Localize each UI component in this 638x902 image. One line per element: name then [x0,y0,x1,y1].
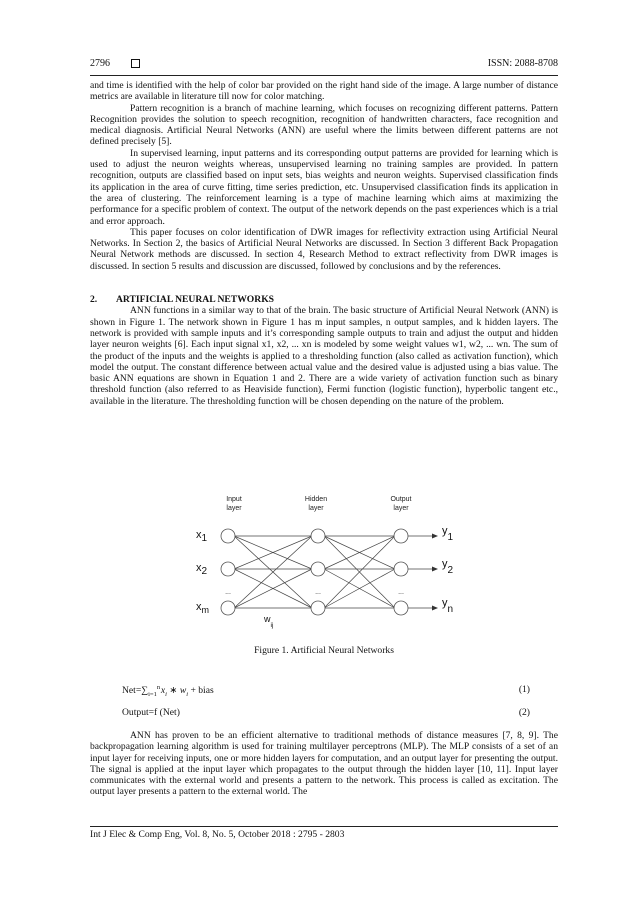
paragraph: ANN functions in a similar way to that of the brain. The basic structure of Artificial Neural Network (ANN) is shown in Figure 1. The network shown in Figure 1 has m input samples, n output samples, and k hidden layers. The network is provided with sample inputs and it’s corresponding sample outputs to train and adjust the output and hidden layer neuron weights [6]. Each input signal x1, x2, ... xn is modeled by some weight values w1, w2, ... wn. The sum of the product of the inputs and the weights is applied to a thresholding function (also called as activation function), which model the output. The constant difference between actual value and the desired value is adjusted using a bias value. The basic ANN equations are shown in Equation 1 and 2. There are a wide variety of activation function such as binary threshold function (also referred to as Heaviside function), Fermi function (logistic function), hyperbolic tangent etc., available in the literature. The thresholding function will be chosen depending on the nature of the problem. [90,305,558,407]
paragraph: In supervised learning, input patterns and its corresponding output patterns are provided for learning which is used to adjust the neuron weights whereas, unsupervised learning no training samples are provided. In pattern recognition, outputs are classified based on input sets, bias weights and neuron weights. Supervised classification finds its application in the area of curve fitting, time series prediction, etc. Unsupervised classification finds its application in the area of clustering. The reinforcement learning is a type of machine learning which aims at maximizing the performance for a specific problem of context. The output of the network depends on the past experiences which is a trial and error approach. [90,147,558,227]
paragraph: and time is identified with the help of color bar provided on the right hand side of the image. A large number of distance metrics are available in literature till now for color matching. [90,80,558,103]
body-text-bottom [90,730,558,798]
input-neuron-m [221,601,235,615]
header-rule [90,75,558,76]
hidden-ellipsis: ... [315,589,321,596]
output-layer-label-2: layer [393,505,409,512]
input-layer-label-2: layer [226,505,242,512]
output-neuron-2 [394,562,408,576]
section-title: ARTIFICIAL NEURAL NETWORKS [116,294,274,306]
equation-1: $Net=\sum_{i=1}^n$ $x_i$ ∗ $w_i$ + bias (1) [122,684,530,699]
section-number: 2. [90,294,98,306]
x2-label: x2 [196,562,208,577]
equation-2: Output=f (Net) (2) [122,707,530,718]
hidden-neuron-1 [311,529,325,543]
output-neuron-n [394,601,408,615]
paragraph: This paper focuses on color identification of DWR images for reflectivity extraction using Artificial Neural Networks. In Section 2, the basics of Artificial Neural Networks are discussed. In Section 3 different Back Propagation Neural Network methods are discussed. In section 4, Research Method to extract reflectivity from DWR images is discussed. In section 5 results and discussion are discussed, followed by conclusions and by the references. [90,226,558,272]
input-layer-label-1: Input [226,496,242,503]
ann-diagram [190,486,454,636]
yn-label: yn [442,597,454,615]
section-heading [90,294,558,305]
running-footer: Int J Elec & Comp Eng, Vol. 8, No. 5, October 2018 : 2795 - 2803 [90,829,345,840]
input-neuron-2 [221,562,235,576]
x1-label: x1 [196,529,208,544]
footer-rule [90,826,558,827]
input-ellipsis: ... [225,589,231,596]
output-neuron-1 [394,529,408,543]
hidden-neuron-k [311,601,325,615]
y1-label: y1 [442,525,454,543]
running-header [90,58,558,74]
output-layer-label-1: Output [390,496,412,503]
xm-label: $x_m$ [196,601,209,615]
issn: ISSN: 2088-8708 [487,58,558,69]
page-number: 2796 [90,58,110,69]
hidden-layer-label-2: layer [308,505,324,512]
paragraph: Pattern recognition is a branch of machine learning, which focuses on recognizing different patterns. Pattern Recognition provides the solution to speech recognition, recognition of handwritten characters, face recognition and medical diagnosis. Artificial Neural Networks (ANN) are useful where the limits between different patterns are not defined precisely [5]. [90,102,558,148]
ann-figure [190,486,454,636]
square-bullet-icon [131,59,140,68]
paragraph: ANN has proven to be an efficient alternative to traditional methods of distance measures [7, 8, 9]. The backpropagation learning algorithm is used for training multilayer perceptrons (MLP). The MLP consists of a set of an input layer for receiving inputs, one or more hidden layers for computation, and an output layer for presenting the output. The signal is applied at the input layer which propagates to the output through the hidden layer [10, 11]. Input layer communicates with the external world and presents a pattern to the network. This process is called as excitation. The output layer presents a pattern to the external world. The [90,730,558,798]
input-neuron-1 [221,529,235,543]
hidden-layer-label-1: Hidden [304,496,328,503]
wij-label: $w_{ij}$ [264,614,274,629]
equation-number-2: (2) [518,707,530,718]
equation-number-1: (1) [518,684,530,695]
figure-caption: Figure 1. Artificial Neural Networks [254,645,394,656]
body-text [90,80,558,407]
output-ellipsis: ... [398,589,404,596]
y2-label: y2 [442,558,454,576]
hidden-neuron-2 [311,562,325,576]
